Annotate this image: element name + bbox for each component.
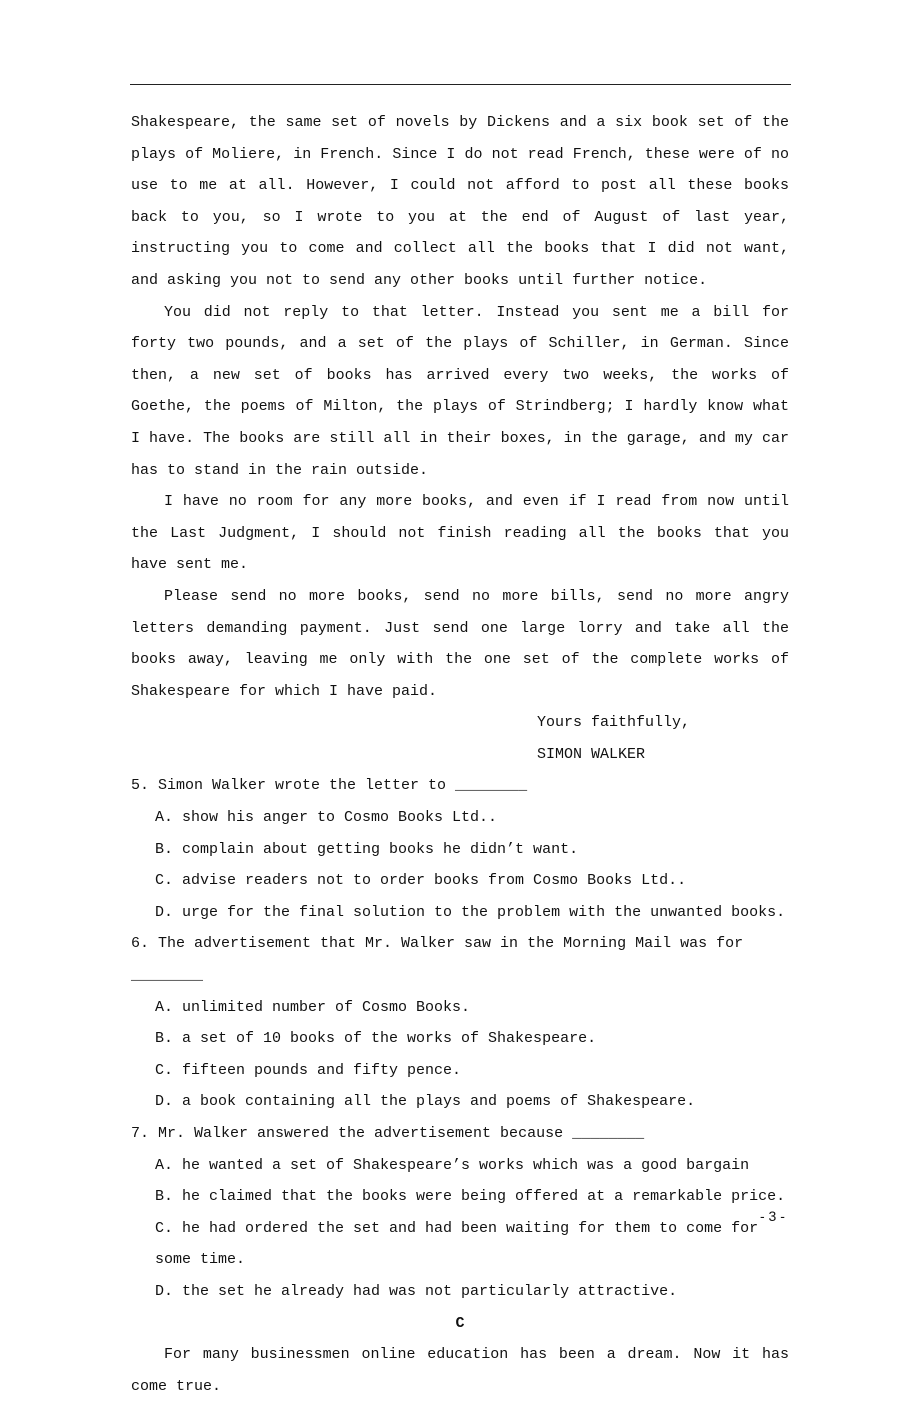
question-option: C. fifteen pounds and fifty pence. [155, 1061, 462, 1079]
question-option: A. show his anger to Cosmo Books Ltd.. [155, 809, 498, 827]
question-5 [131, 770, 789, 928]
question-stem: 7. Mr. Walker answered the advertisement because ________ [131, 1125, 645, 1142]
question-option: D. urge for the final solution to the problem with the unwanted books. [155, 903, 786, 921]
letter-paragraph: Shakespeare, the same set of novels by Dickens and a six book set of the plays of Moliere, in French. Since I do not read French, these were of no use to me at all. However, I could not afford to post all these books back to you, so I wrote to you at the end of August of last year, instructing you to come and collect all the books that I did not want, and asking you not to send any other books until further notice. [131, 114, 789, 289]
question-option: B. he claimed that the books were being offered at a remarkable price. [155, 1188, 786, 1206]
question-option: B. a set of 10 books of the works of Shakespeare. [155, 1030, 597, 1048]
page-content [131, 107, 789, 1402]
letter-paragraph: I have no room for any more books, and even if I read from now until the Last Judgment, I should not finish reading all the books that you have sent me. [131, 493, 789, 574]
letter-paragraph: You did not reply to that letter. Instead you sent me a bill for forty two pounds, and a set of the plays of Schiller, in German. Since then, a new set of books has arrived every two weeks, the works of Goethe, the poems of Milton, the plays of Strindberg; I hardly know what I have. The books are still all in their boxes, in the garage, and my car has to stand in the rain outside. [131, 303, 789, 479]
question-option: A. unlimited number of Cosmo Books. [155, 998, 471, 1016]
question-option: C. advise readers not to order books from Cosmo Books Ltd.. [155, 872, 687, 890]
letter-signature: SIMON WALKER [537, 745, 646, 763]
letter-closing: Yours faithfully, [537, 714, 691, 732]
question-option: D. the set he already had was not particularly attractive. [155, 1282, 678, 1300]
question-stem: 5. Simon Walker wrote the letter to ________ [131, 777, 528, 795]
question-6 [131, 928, 789, 1118]
header-rule [130, 84, 791, 85]
question-7 [131, 1118, 789, 1308]
question-option: D. a book containing all the plays and poems of Shakespeare. [155, 1093, 696, 1111]
question-option: A. he wanted a set of Shakespeare’s works which was a good bargain [155, 1156, 750, 1174]
section-c-paragraph: For many businessmen online education has been a dream. Now it has come true. [131, 1346, 789, 1395]
question-option: B. complain about getting books he didn’t want. [155, 840, 579, 858]
question-stem: 6. The advertisement that Mr. Walker saw in the Morning Mail was for ________ [131, 935, 744, 985]
question-option: C. he had ordered the set and had been waiting for them to come for some time. [155, 1219, 759, 1269]
letter-paragraph: Please send no more books, send no more bills, send no more angry letters demanding payment. Just send one large lorry and take all the books away, leaving me only with the one set of the complete works of Shakespeare for which I have paid. [131, 587, 789, 700]
page-number: - 3 - [760, 1208, 785, 1224]
section-heading: C [455, 1314, 465, 1332]
